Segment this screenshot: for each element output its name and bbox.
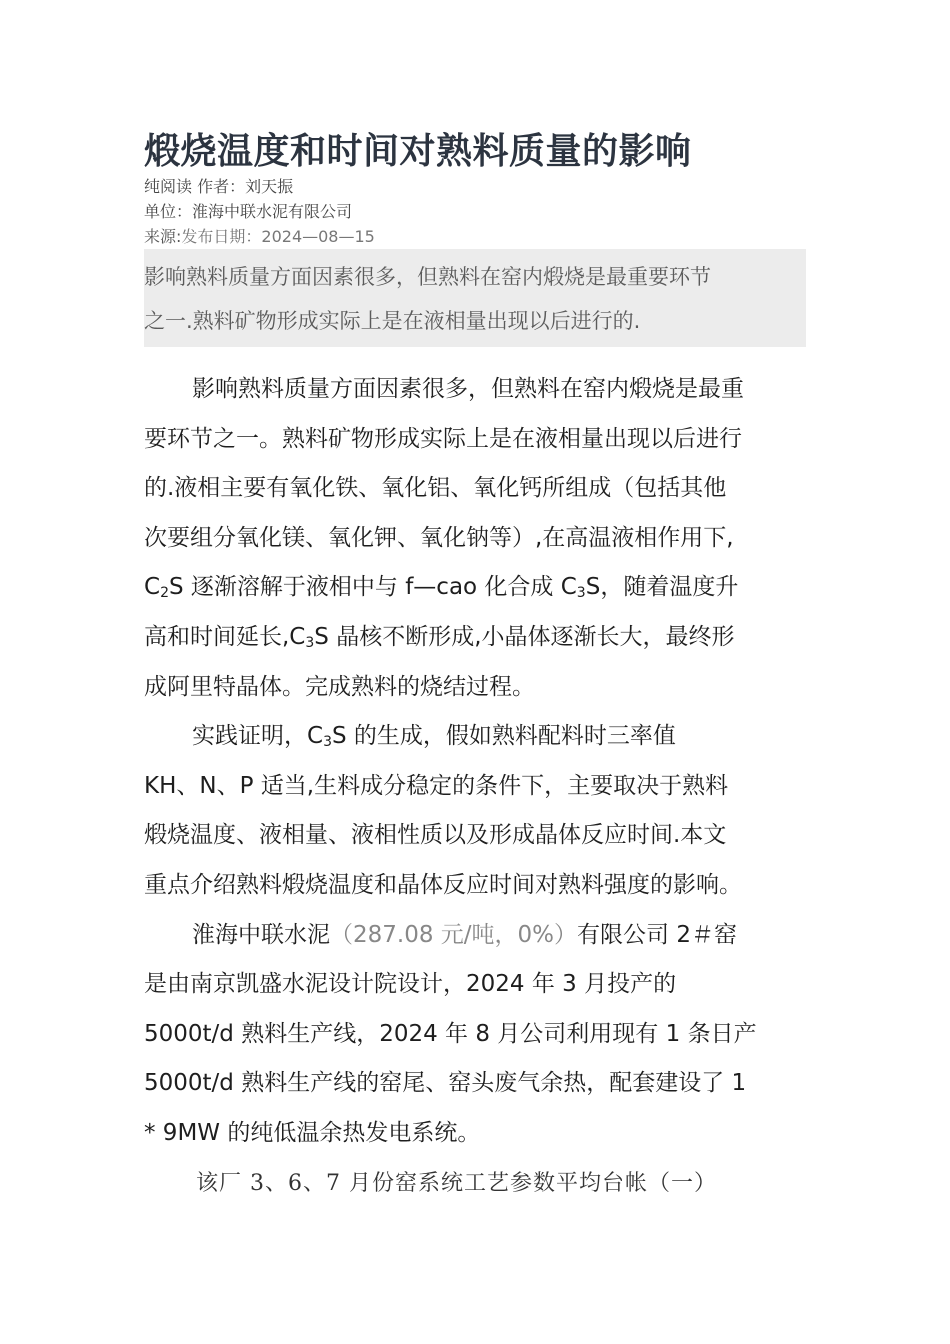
source-label: 来源: [144, 227, 182, 246]
text-run: 高和时间延长,C [144, 623, 306, 650]
text-run: S 晶核不断形成,小晶体逐渐长大，最终形 [314, 623, 735, 650]
text-run: S 的生成，假如熟料配料时三率值 [331, 723, 676, 750]
byline: 纯阅读 作者：刘天振 [144, 177, 294, 196]
body-line: 5000t/d 熟料生产线，2024 年 8 月公司利用现有 1 条日产 [144, 1020, 757, 1047]
body-line: 的.液相主要有氧化铁、氧化铝、氧化钙所组成（包括其他 [144, 475, 727, 502]
body-line [144, 563, 808, 613]
publish-date: 发布日期：2024—08—15 [181, 227, 375, 246]
subscript: 3 [323, 734, 332, 751]
price-quote: （287.08 元/吨，0%） [330, 921, 578, 948]
text-run: S 逐渐溶解于液相中与 f—cao 化合成 C [168, 574, 577, 601]
body-line: 5000t/d 熟料生产线的窑尾、窑头废气余热，配套建设了 1 [144, 1070, 747, 1097]
body-line: 是由南京凯盛水泥设计院设计，2024 年 3 月投产的 [144, 971, 677, 998]
body-line [144, 613, 808, 663]
article-body [144, 365, 808, 1159]
body-line: 要环节之一。熟料矿物形成实际上是在液相量出现以后进行 [144, 425, 742, 452]
source-line [144, 225, 375, 249]
summary-line: 之一.熟料矿物形成实际上是在液相量出现以后进行的. [144, 309, 641, 333]
body-line: 成阿里特晶体。完成熟料的烧结过程。 [144, 673, 535, 700]
text-run: 有限公司 2＃窑 [577, 921, 737, 948]
body-line: 重点介绍熟料煅烧温度和晶体反应时间对熟料强度的影响。 [144, 871, 742, 898]
subscript: 3 [576, 585, 586, 602]
body-line: 影响熟料质量方面因素很多，但熟料在窑内煅烧是最重 [192, 376, 744, 402]
table-caption: 该厂 3、6、7 月份窑系统工艺参数平均台帐（一） [196, 1171, 717, 1196]
summary-box [144, 249, 806, 347]
text-run: C [144, 574, 161, 601]
subscript: 3 [305, 634, 315, 651]
body-line: * 9MW 的纯低温余热发电系统。 [144, 1119, 481, 1146]
text-run: 实践证明，C [192, 723, 324, 750]
body-line: KH、N、P 适当,生料成分稳定的条件下，主要取决于熟料 [144, 772, 729, 799]
subscript: 2 [160, 585, 169, 602]
article-title: 煅烧温度和时间对熟料质量的影响 [144, 131, 692, 172]
body-line: 次要组分氧化镁、氧化钾、氧化钠等）,在高温液相作用下, [144, 524, 734, 551]
body-line [144, 911, 808, 961]
unit-line: 单位：淮海中联水泥有限公司 [144, 202, 353, 221]
body-line: 煅烧温度、液相量、液相性质以及形成晶体反应时间.本文 [144, 822, 727, 849]
body-line [144, 712, 808, 762]
summary-line: 影响熟料质量方面因素很多，但熟料在窑内煅烧是最重要环节 [144, 265, 711, 289]
text-run: 淮海中联水泥 [192, 921, 330, 948]
text-run: S，随着温度升 [585, 574, 739, 601]
